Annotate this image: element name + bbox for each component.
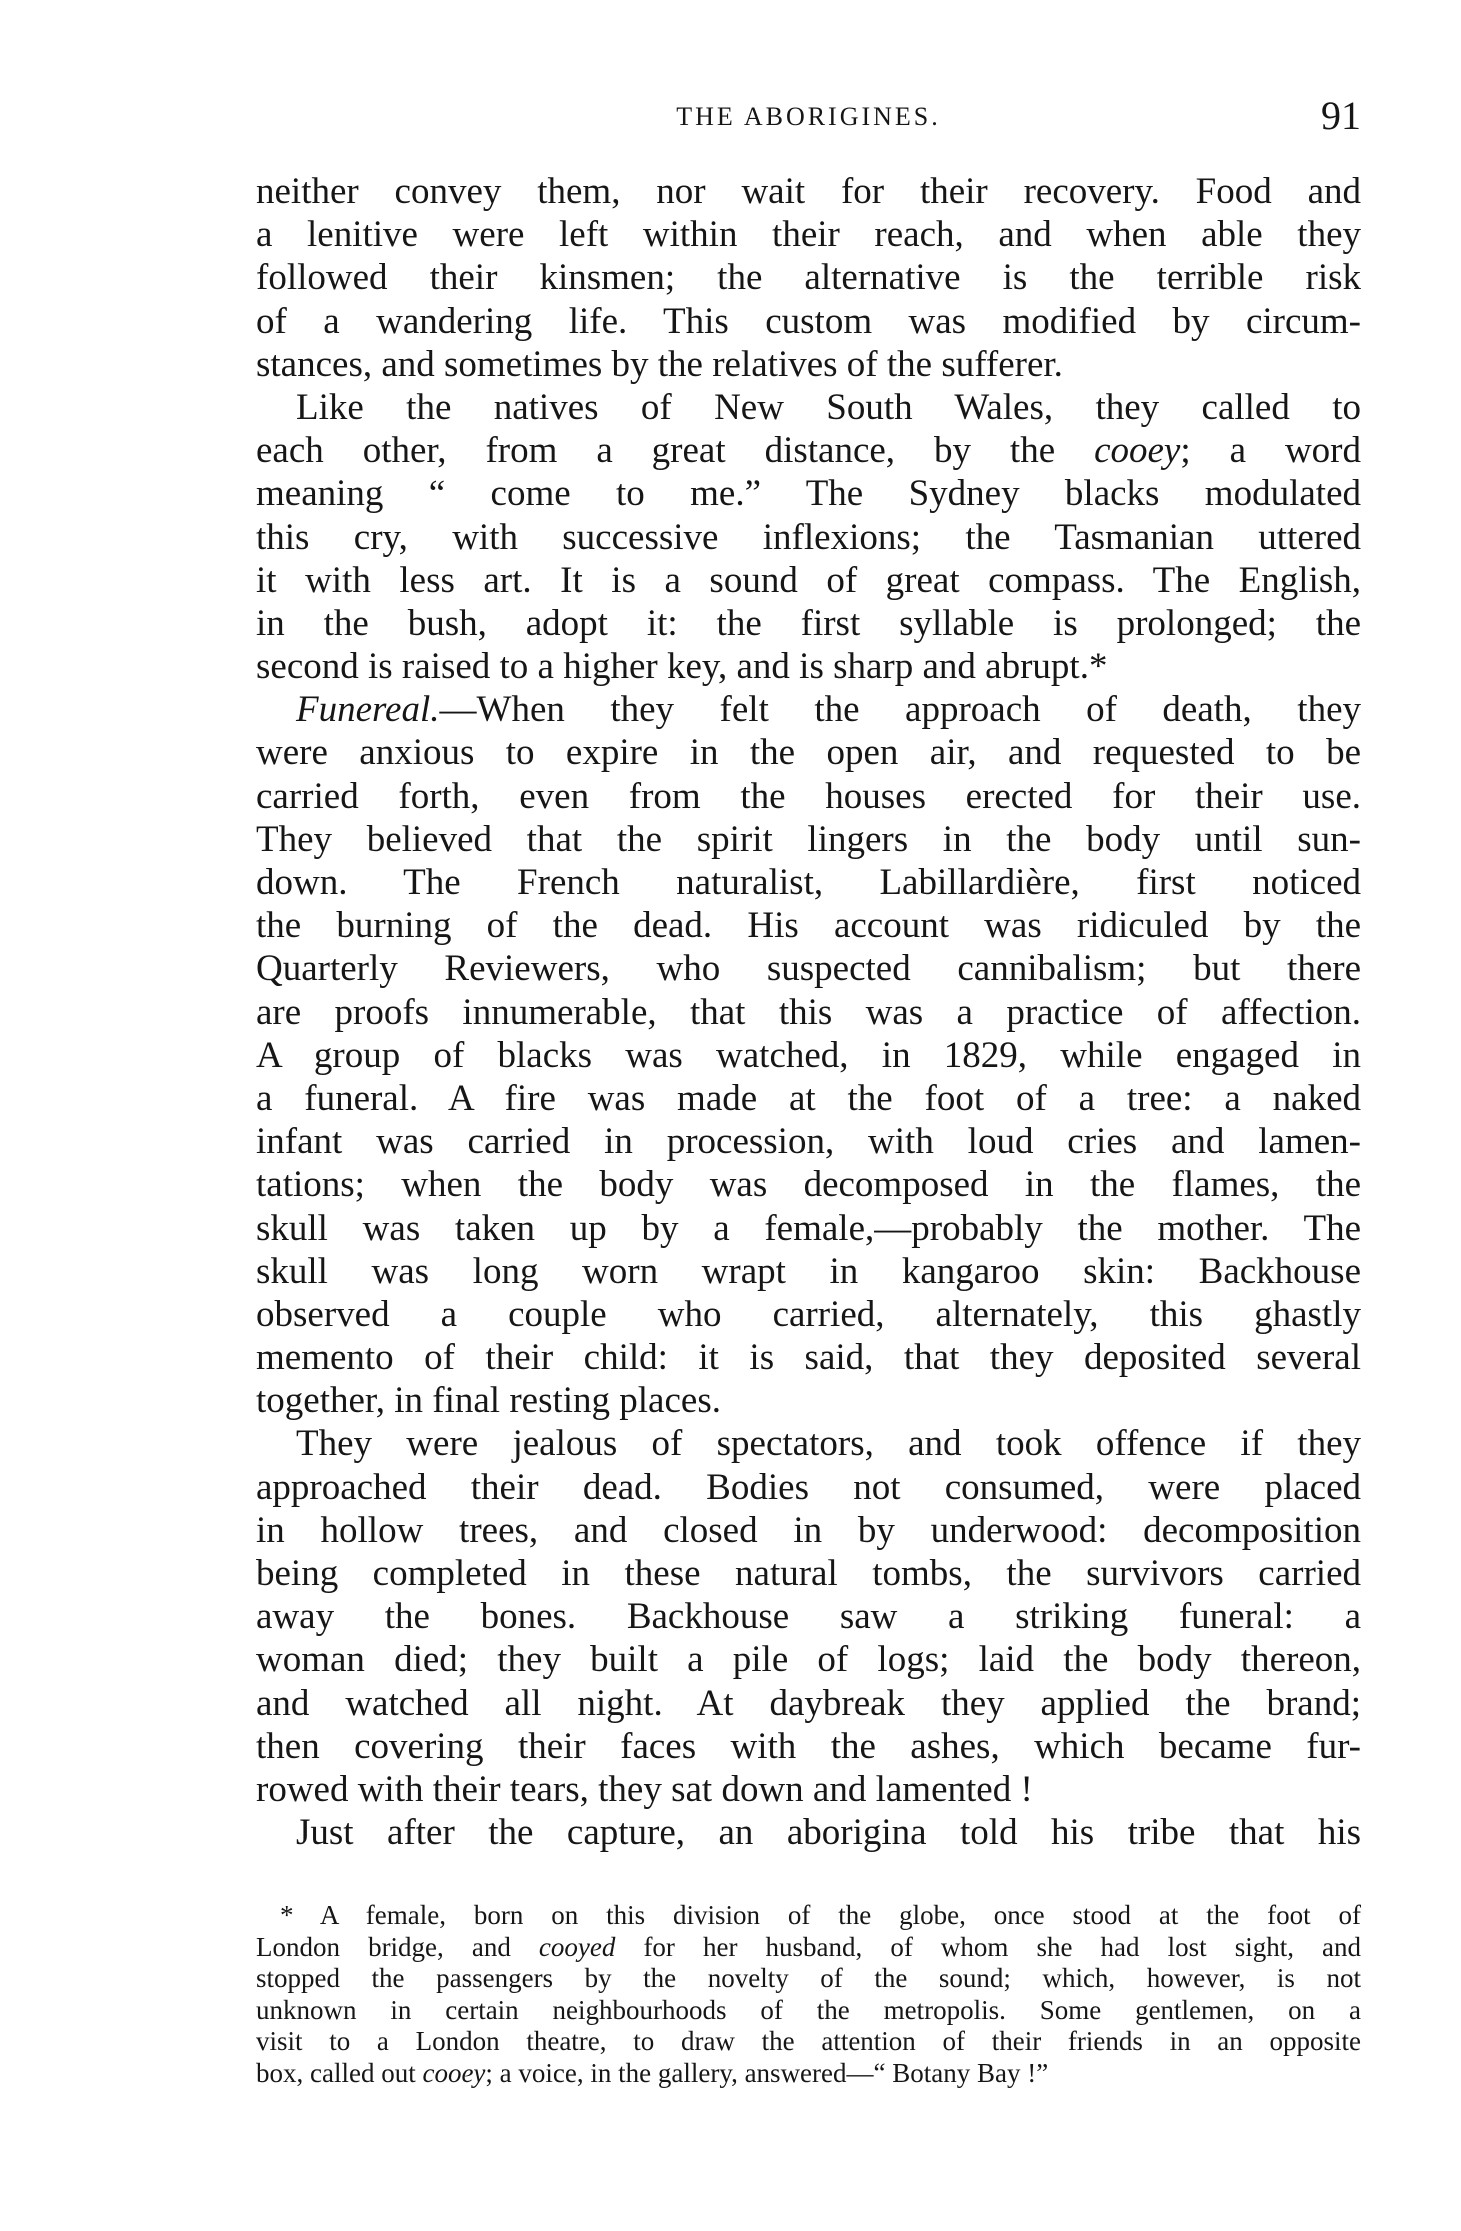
text-line: then covering their faces with the ashes, which became fur- [256, 1725, 1361, 1767]
text-line: in the bush, adopt it: the first syllable is prolonged; the [256, 602, 1361, 644]
text-line: rowed with their tears, they sat down and lamented ! [256, 1768, 1033, 1810]
text-line: tations; when the body was decomposed in the flames, the [256, 1164, 1361, 1206]
text-segment: —When they felt the approach of death, they [439, 689, 1361, 731]
page-number: 91 [1321, 93, 1361, 138]
text-line: observed a couple who carried, alternately, this ghastly [256, 1293, 1361, 1335]
text-line: They believed that the spirit lingers in the body until sun- [256, 818, 1361, 860]
text-line: carried forth, even from the houses erected for their use. [256, 775, 1361, 817]
text-line: second is raised to a higher key, and is sharp and abrupt.* [256, 646, 1108, 688]
text-segment: ; a voice, in the gallery, answered—“ Botany Bay !” [485, 2057, 1049, 2088]
text-line: it with less art. It is a sound of great compass. The English, [256, 559, 1361, 601]
text-line: They were jealous of spectators, and took offence if they [296, 1423, 1361, 1465]
text-line: are proofs innumerable, that this was a practice of affection. [256, 991, 1361, 1033]
text-line: A group of blacks was watched, in 1829, while engaged in [256, 1034, 1361, 1076]
text-line: skull was taken up by a female,—probably the mother. The [256, 1207, 1361, 1249]
text-line: a lenitive were left within their reach, and when able they [256, 214, 1361, 256]
text-line: a funeral. A fire was made at the foot of a tree: a naked [256, 1077, 1361, 1119]
footnote-line [256, 2058, 1361, 2090]
text-line [256, 688, 1361, 731]
italic-term: cooey [1094, 430, 1181, 472]
text-line: Like the natives of New South Wales, they called to [296, 386, 1361, 428]
text-line: this cry, with successive inflexions; the Tasmanian uttered [256, 516, 1361, 558]
text-line: woman died; they built a pile of logs; laid the body thereon, [256, 1639, 1361, 1681]
text-segment: London bridge, and [256, 1931, 539, 1962]
text-line: neither convey them, nor wait for their recovery. Food and [256, 171, 1361, 212]
text-segment: each other, from a great distance, by the [256, 430, 1095, 472]
italic-term: cooey [422, 2057, 486, 2088]
text-line: skull was long worn wrapt in kangaroo skin: Backhouse [256, 1250, 1361, 1292]
footnote-line: unknown in certain neighbourhoods of the metropolis. Some gentlemen, on a [256, 1994, 1361, 2025]
text-line: down. The French naturalist, Labillardière, first noticed [256, 862, 1361, 903]
section-heading: Funereal. [296, 689, 440, 731]
text-line: approached their dead. Bodies not consumed, were placed [256, 1466, 1361, 1508]
text-line: memento of their child: it is said, that they deposited several [256, 1337, 1361, 1379]
footnote-line: visit to a London theatre, to draw the attention of their friends in an opposite [256, 2026, 1361, 2056]
running-title: THE ABORIGINES. [676, 102, 941, 131]
text-segment: for her husband, of whom she had lost sight, and [615, 1931, 1361, 1962]
footnote [256, 1900, 1361, 2089]
italic-term: cooyed [538, 1931, 616, 1962]
text-line: together, in final resting places. [256, 1380, 721, 1422]
footnote-line [256, 1932, 1361, 1964]
text-line: Quarterly Reviewers, who suspected cannibalism; but there [256, 948, 1361, 990]
text-line: followed their kinsmen; the alternative is the terrible risk [256, 257, 1361, 299]
text-line: infant was carried in procession, with loud cries and lamen- [256, 1121, 1361, 1163]
text-line [256, 429, 1361, 472]
text-segment: box, called out [256, 2057, 423, 2088]
text-line: the burning of the dead. His account was ridiculed by the [256, 905, 1361, 947]
text-line: away the bones. Backhouse saw a striking funeral: a [256, 1596, 1361, 1638]
text-line: Just after the capture, an aborigina told his tribe that his [296, 1812, 1361, 1854]
text-line: stances, and sometimes by the relatives of the sufferer. [256, 343, 1063, 385]
text-line: of a wandering life. This custom was modified by circum- [256, 300, 1361, 342]
text-line: in hollow trees, and closed in by underwood: decomposition [256, 1509, 1361, 1551]
footnote-line: stopped the passengers by the novelty of the sound; which, however, is not [256, 1963, 1361, 1993]
text-segment: ; a word [1180, 430, 1361, 472]
text-line: and watched all night. At daybreak they applied the brand; [256, 1682, 1361, 1724]
running-head [256, 92, 1361, 152]
footnote-line: * A female, born on this division of the globe, once stood at the foot of [280, 1900, 1361, 1930]
body-text [256, 170, 1361, 1854]
text-line: being completed in these natural tombs, the survivors carried [256, 1553, 1361, 1594]
text-line: were anxious to expire in the open air, and requested to be [256, 732, 1361, 774]
text-line: meaning “ come to me.” The Sydney blacks modulated [256, 473, 1361, 515]
